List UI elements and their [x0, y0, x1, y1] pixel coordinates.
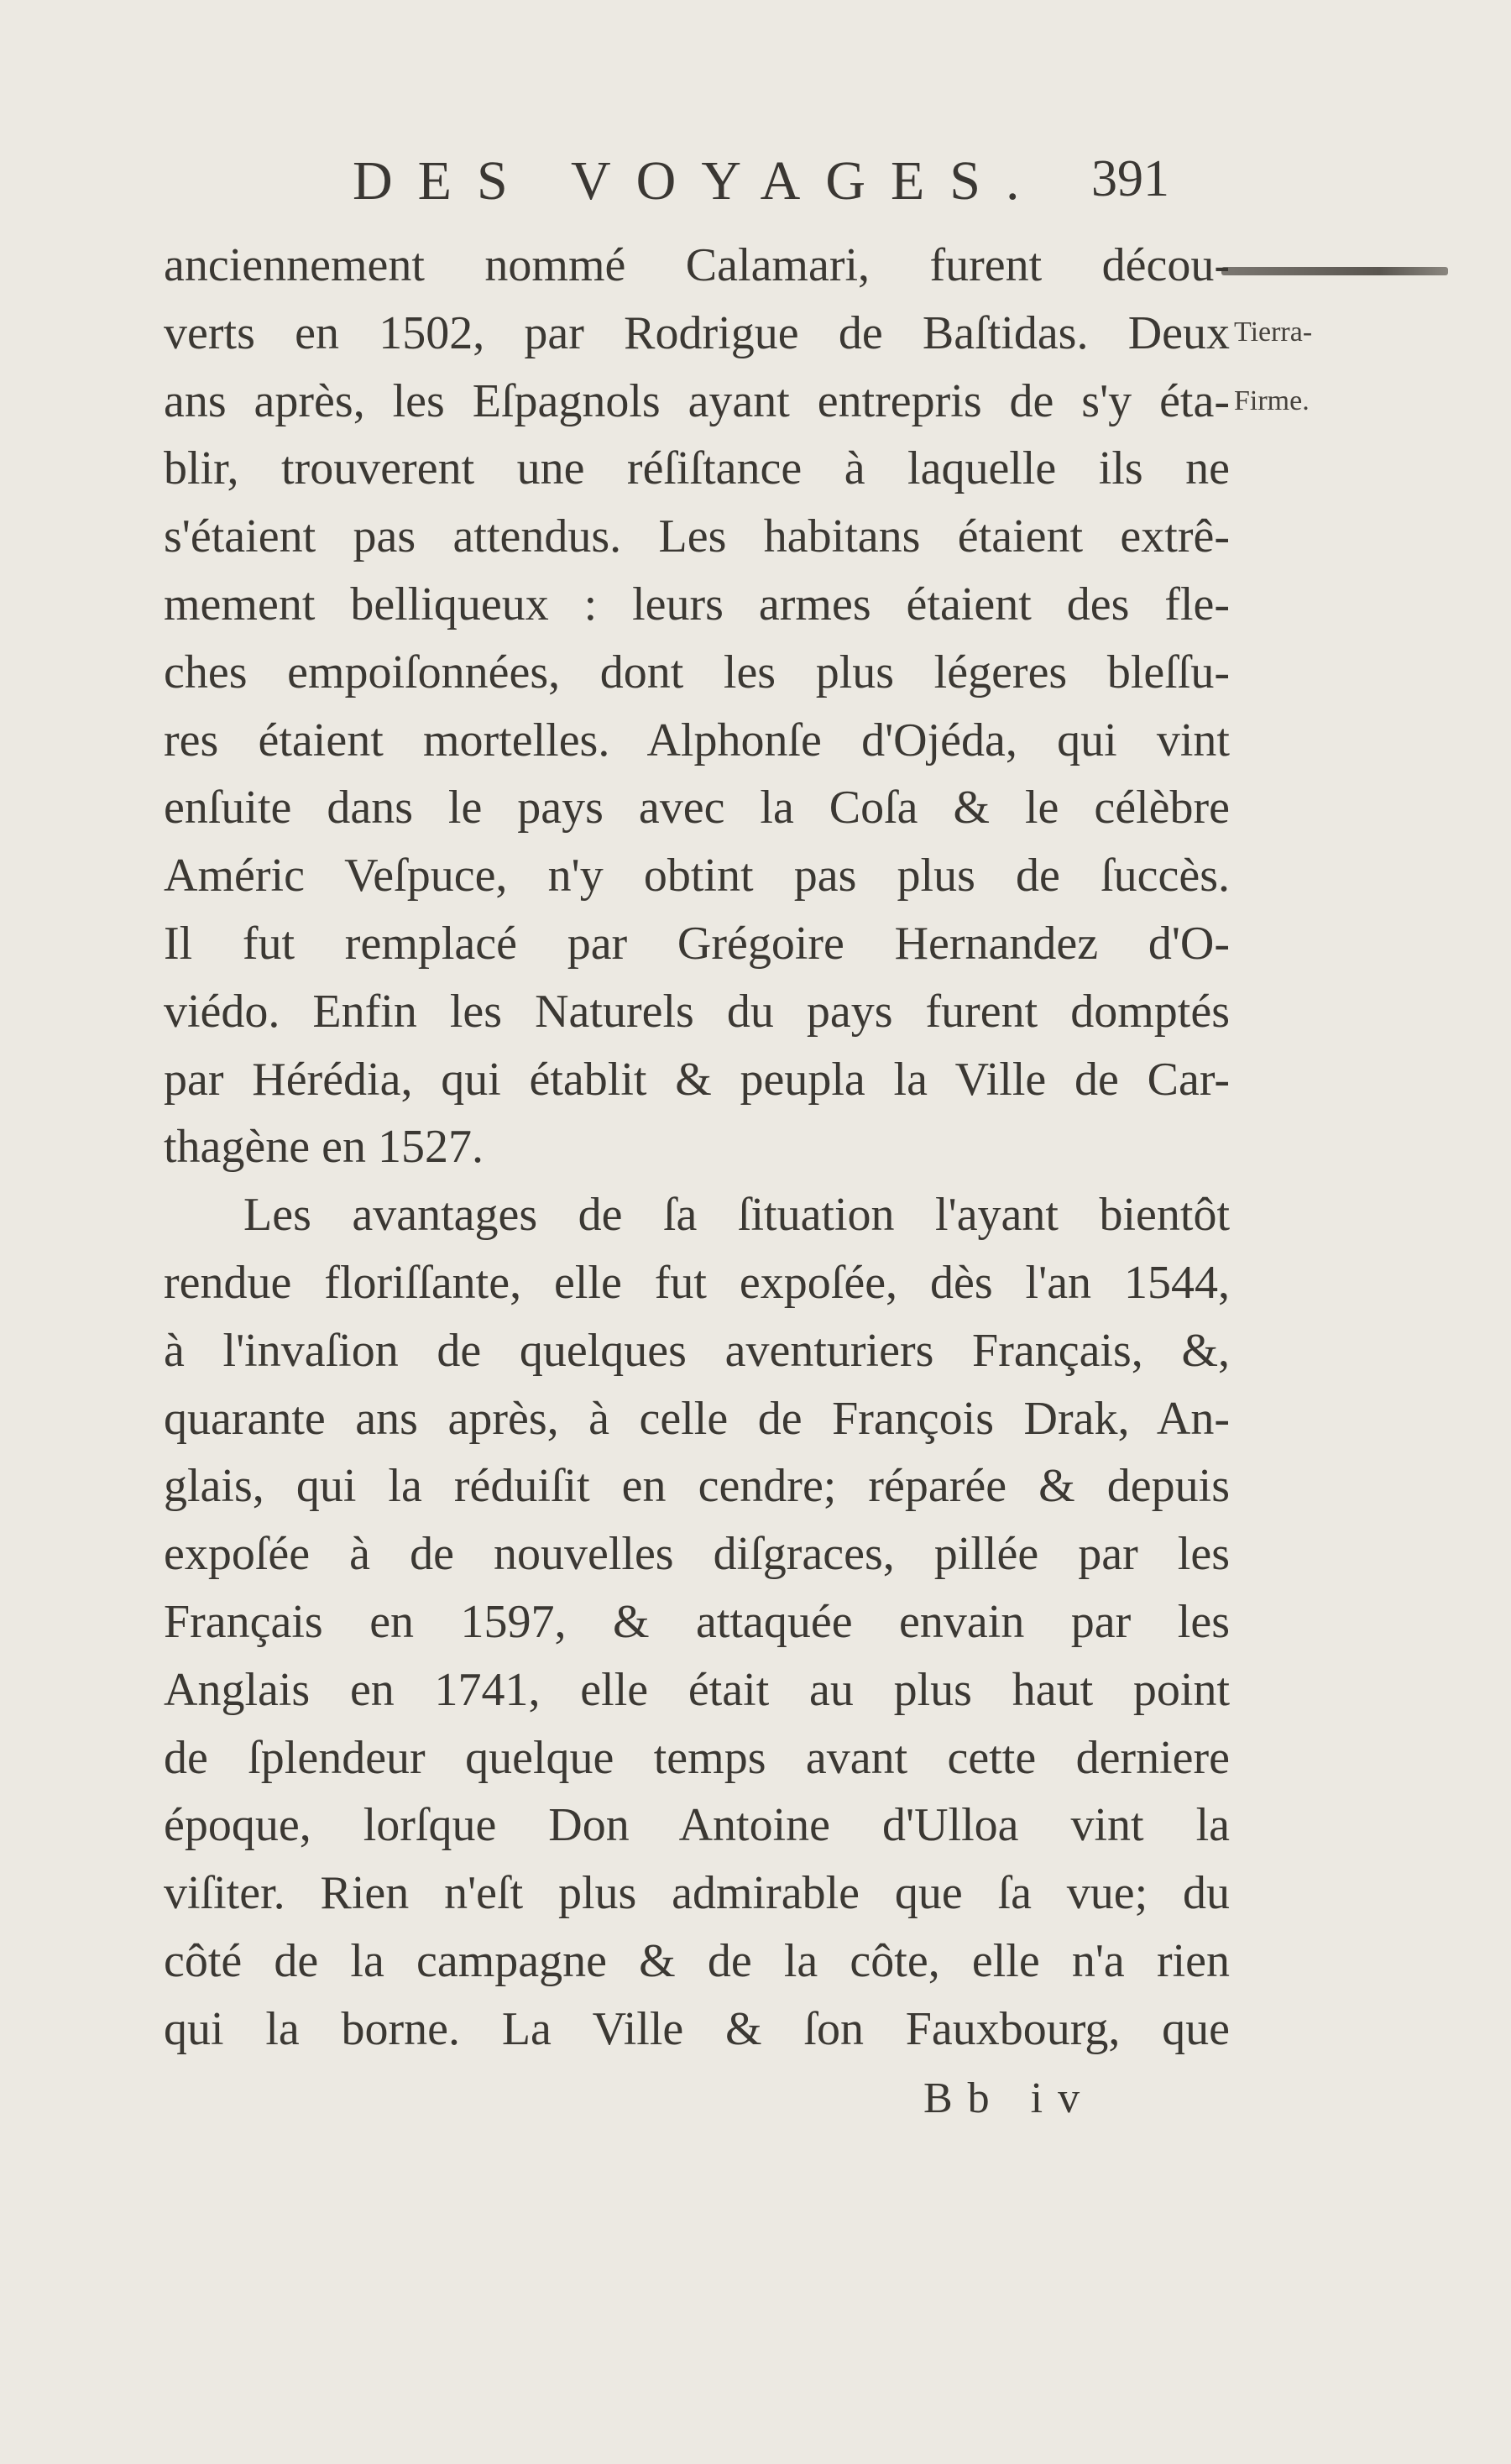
text-line: Les avantages de ſa ſituation l'ayant bientôt	[243, 1189, 1230, 1242]
text-line: Anglais en 1741, elle était au plus haut point	[164, 1663, 1230, 1716]
text-line: thagène en 1527.	[164, 1121, 484, 1174]
text-line: anciennement nommé Calamari, furent décou-	[164, 239, 1230, 291]
text-line: ans après, les Eſpagnols ayant entrepris de s'y éta-	[164, 374, 1230, 427]
running-head	[0, 149, 1511, 225]
text-line: enſuite dans le pays avec la Coſa & le célèbre	[164, 782, 1230, 834]
text-line: époque, lorſque Don Antoine d'Ulloa vint la	[164, 1799, 1230, 1852]
text-line: à l'invaſion de quelques aventuriers Français, &,	[164, 1324, 1230, 1377]
text-line: qui la borne. La Ville & ſon Fauxbourg, que	[164, 2002, 1230, 2055]
text-line: verts en 1502, par Rodrigue de Baſtidas. Deux	[164, 306, 1230, 359]
text-line: Améric Veſpuce, n'y obtint pas plus de ſuccès.	[164, 850, 1230, 902]
text-line: de ſplendeur quelque temps avant cette derniere	[164, 1731, 1230, 1784]
text-line: s'étaient pas attendus. Les habitans étaient extrê-	[164, 510, 1230, 563]
signature-mark: Bb iv	[923, 2074, 1095, 2122]
marginal-note	[1234, 298, 1427, 436]
text-line: res étaient mortelles. Alphonſe d'Ojéda, qui vint	[164, 714, 1230, 766]
text-line: blir, trouverent une réſiſtance à laquelle ils ne	[164, 442, 1230, 495]
text-line: viſiter. Rien n'eſt plus admirable que ſa vue; du	[164, 1867, 1230, 1920]
marginal-note-line: Firme.	[1234, 385, 1310, 416]
marginal-rule	[1221, 267, 1448, 275]
text-line: côté de la campagne & de la côte, elle n'a rien	[164, 1934, 1230, 1987]
text-line: Il fut remplacé par Grégoire Hernandez d'O-	[164, 917, 1230, 970]
text-line: par Hérédia, qui établit & peupla la Ville de Car-	[164, 1053, 1230, 1106]
text-line: mement belliqueux : leurs armes étaient des fle-	[164, 578, 1230, 630]
text-line: glais, qui la réduiſit en cendre; réparée & depuis	[164, 1460, 1230, 1513]
text-line: quarante ans après, à celle de François Drak, An-	[164, 1392, 1230, 1445]
text-line: Français en 1597, & attaquée envain par les	[164, 1595, 1230, 1648]
text-line: rendue floriſſante, elle fut expoſée, dès l'an 1544,	[164, 1256, 1230, 1309]
marginal-note-line: Tierra-	[1234, 317, 1313, 348]
text-line: ches empoiſonnées, dont les plus légeres bleſſu-	[164, 646, 1230, 698]
page-number: 391	[1091, 150, 1169, 207]
body-text	[164, 232, 1230, 2064]
text-line: viédo. Enfin les Naturels du pays furent domptés	[164, 985, 1230, 1038]
text-line: expoſée à de nouvelles diſgraces, pillée par les	[164, 1528, 1230, 1581]
running-title: DES VOYAGES.	[353, 150, 1045, 212]
